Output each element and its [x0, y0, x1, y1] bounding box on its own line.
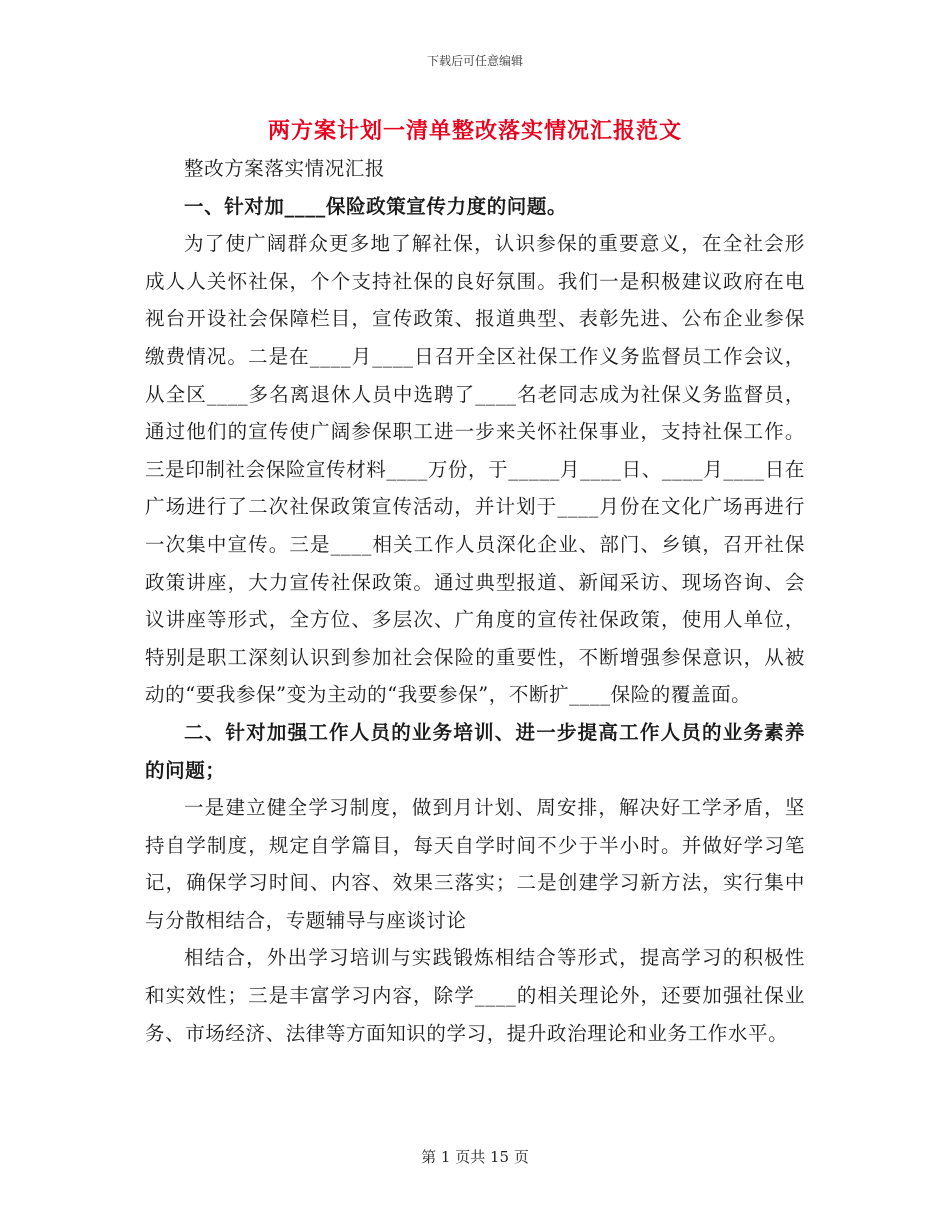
- section-heading-2: 二、针对加强工作人员的业务培训、进一步提高工作人员的业务素养的问题；: [145, 720, 805, 782]
- document-title: 两方案计划一清单整改落实情况汇报范文: [267, 118, 682, 144]
- section-heading-summary: 整改方案落实情况汇报: [184, 157, 386, 180]
- document-body: [145, 150, 805, 1052]
- body-paragraph: 为了使广阔群众更多地了解社保，认识参保的重要意义，在全社会形成人人关怀社保，个个支持社保的良好氛围。我们一是积极建议政府在电视台开设社会保障栏目，宣传政策、报道典型、表彰先进、公布企业参保缴费情况。二是在____月____日召开全区社保工作义务监督员工作会议，从全区____多名离退休人员中选聘了____名老同志成为社保义务监督员，通过他们的宣传使广阔参保职工进一步来关怀社保事业，支持社保工作。三是印制社会保险宣传材料____万份，于_____月____日、____月____日在广场进行了二次社保政策宣传活动，并计划于____月份在文化广场再进行一次集中宣传。三是____相关工作人员深化企业、部门、乡镇，召开社保政策讲座，大力宣传社保政策。通过典型报道、新闻采访、现场咨询、会议讲座等形式，全方位、多层次、广角度的宣传社保政策，使用人单位，特别是职工深刻认识到参加社会保险的重要性，不断增强参保意识，从被动的“要我参保”变为主动的“我要参保”，不断扩____保险的覆盖面。: [145, 232, 805, 707]
- page-header-note: 下载后可任意编辑: [426, 54, 523, 68]
- section-heading-1: 一、针对加____保险政策宣传力度的问题。: [184, 194, 568, 218]
- body-paragraph: 相结合，外出学习培训与实践锻炼相结合等形式，提高学习的积极性和实效性；三是丰富学习内容，除学____的相关理论外，还要加强社保业务、市场经济、法律等方面知识的学习，提升政治理论和业务工作水平。: [145, 946, 805, 1045]
- page-number: 第 1 页共 15 页: [421, 1148, 529, 1166]
- body-paragraph: 一是建立健全学习制度，做到月计划、周安排，解决好工学矛盾，坚持自学制度，规定自学篇目，每天自学时间不少于半小时。并做好学习笔记，确保学习时间、内容、效果三落实；二是创建学习新方法，实行集中与分散相结合，专题辅导与座谈讨论: [145, 796, 805, 932]
